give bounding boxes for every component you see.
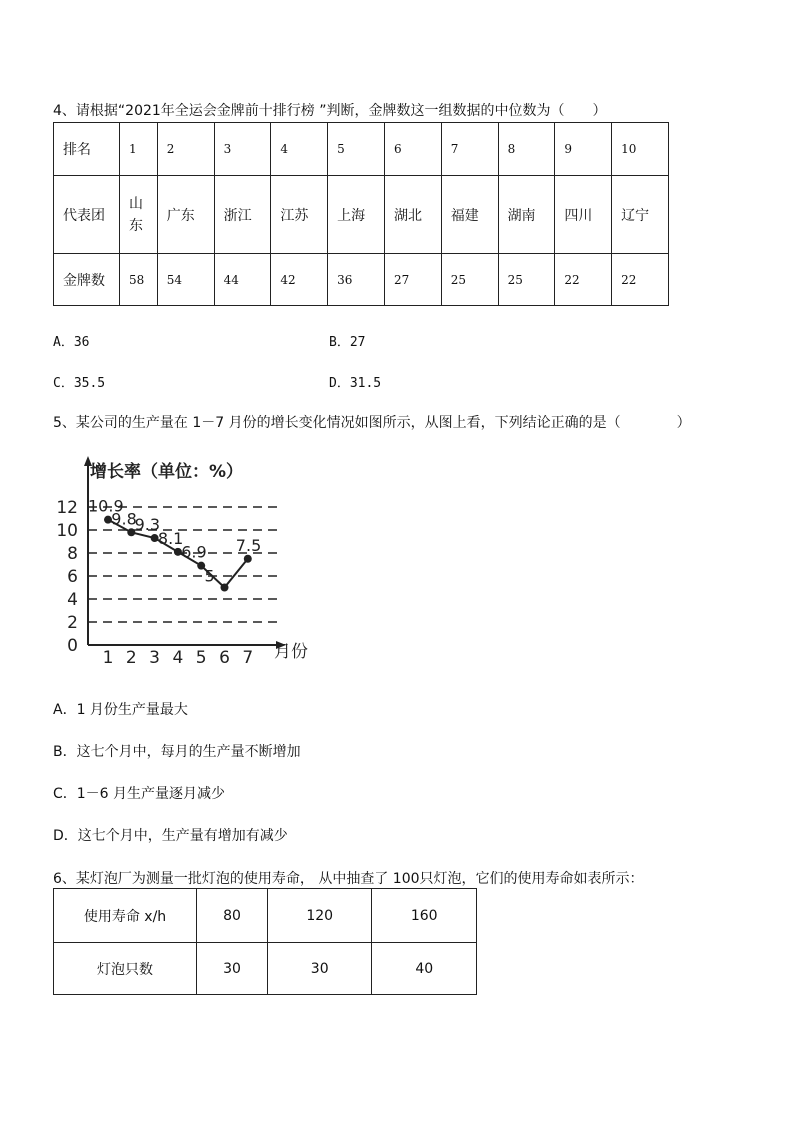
data-label: 9.3	[134, 515, 161, 535]
team-cell: 上海	[328, 176, 385, 254]
row-label: 金牌数	[54, 254, 120, 306]
life-cell: 120	[267, 889, 372, 943]
gold-cell: 58	[120, 254, 158, 306]
gold-cell: 25	[498, 254, 555, 306]
y-tick-label: 6	[67, 567, 78, 587]
rank-cell: 6	[384, 123, 441, 176]
rank-cell: 5	[328, 123, 385, 176]
q5-option-c[interactable]: C．1－6 月生产量逐月减少	[53, 786, 226, 802]
x-tick-label: 5	[195, 648, 207, 668]
question-5-stem: 5、某公司的生产量在 1－7 月份的增长变化情况如图所示，从图上看，下列结论正确的是（ ）	[53, 415, 691, 431]
row-label: 代表团	[54, 176, 120, 254]
y-tick-label: 12	[56, 498, 78, 518]
y-tick-label: 2	[67, 613, 78, 633]
x-tick-label: 4	[172, 648, 184, 668]
x-tick-label: 2	[125, 648, 137, 668]
team-cell: 广东	[157, 176, 214, 254]
rank-cell: 2	[157, 123, 214, 176]
gold-cell: 42	[271, 254, 328, 306]
team-cell: 湖北	[384, 176, 441, 254]
count-cell: 30	[267, 943, 372, 995]
data-point	[221, 584, 229, 592]
table-row	[54, 254, 669, 306]
count-cell: 30	[197, 943, 268, 995]
gold-medal-table	[53, 122, 669, 306]
team-name: 山东	[129, 195, 143, 234]
row-label: 灯泡只数	[54, 943, 197, 995]
q5-option-b[interactable]: B．这七个月中，每月的生产量不断增加	[53, 744, 301, 760]
y-tick-label: 8	[67, 544, 78, 564]
x-tick-label: 7	[242, 648, 254, 668]
rank-cell: 4	[271, 123, 328, 176]
y-tick-label: 10	[56, 521, 78, 541]
x-tick-label: 6	[219, 648, 230, 668]
x-tick-label: 1	[102, 648, 114, 668]
q4-option-b[interactable]: B．27	[329, 335, 366, 350]
rank-cell: 8	[498, 123, 555, 176]
q4-option-a[interactable]: A．36	[53, 335, 90, 350]
data-label: 6.9	[181, 542, 207, 562]
team-cell: 福建	[441, 176, 498, 254]
growth-rate-line-chart	[50, 452, 340, 672]
table-row	[54, 176, 669, 254]
team-cell: 辽宁	[612, 176, 669, 254]
gold-cell: 36	[328, 254, 385, 306]
team-cell: 四川	[555, 176, 612, 254]
rank-cell: 3	[214, 123, 271, 176]
data-label: 9.8	[111, 509, 137, 529]
q4-option-c[interactable]: C．35.5	[53, 376, 106, 391]
life-cell: 160	[372, 889, 477, 943]
q5-option-d[interactable]: D．这七个月中，生产量有增加有减少	[53, 828, 288, 844]
gold-cell: 27	[384, 254, 441, 306]
life-cell: 80	[197, 889, 268, 943]
rank-cell: 7	[441, 123, 498, 176]
data-label: 7.5	[235, 535, 262, 555]
row-label: 排名	[54, 123, 120, 176]
team-cell: 浙江	[214, 176, 271, 254]
question-6-stem: 6、某灯泡厂为测量一批灯泡的使用寿命， 从中抽查了 100只灯泡，它们的使用寿命如表所示：	[53, 871, 644, 887]
team-cell	[120, 176, 158, 254]
table-row	[54, 943, 477, 995]
row-label: 使用寿命 x/h	[54, 889, 197, 943]
team-cell: 湖南	[498, 176, 555, 254]
chart-title: 增长率（单位：%）	[90, 462, 244, 482]
data-point	[244, 555, 252, 563]
count-cell: 40	[372, 943, 477, 995]
y-tick-label: 4	[67, 590, 78, 610]
data-label: 10.9	[88, 496, 124, 516]
table-row	[54, 889, 477, 943]
question-4-stem: 4、请根据“2021年全运会金牌前十排行榜 ”判断，金牌数这一组数据的中位数为（ ）	[53, 103, 607, 119]
data-label: 5	[204, 566, 215, 586]
x-axis-label: 月份	[274, 642, 308, 662]
x-tick-label: 3	[149, 648, 161, 668]
gold-cell: 44	[214, 254, 271, 306]
q4-option-d[interactable]: D．31.5	[329, 376, 382, 391]
gold-cell: 25	[441, 254, 498, 306]
gold-cell: 54	[157, 254, 214, 306]
bulb-life-table	[53, 888, 477, 995]
team-cell: 江苏	[271, 176, 328, 254]
q5-option-a[interactable]: A．1 月份生产量最大	[53, 702, 188, 718]
rank-cell: 9	[555, 123, 612, 176]
table-row	[54, 123, 669, 176]
y-tick-label: 0	[67, 636, 78, 656]
gold-cell: 22	[555, 254, 612, 306]
data-label: 8.1	[157, 528, 184, 548]
rank-cell: 1	[120, 123, 158, 176]
gold-cell: 22	[612, 254, 669, 306]
rank-cell: 10	[612, 123, 669, 176]
